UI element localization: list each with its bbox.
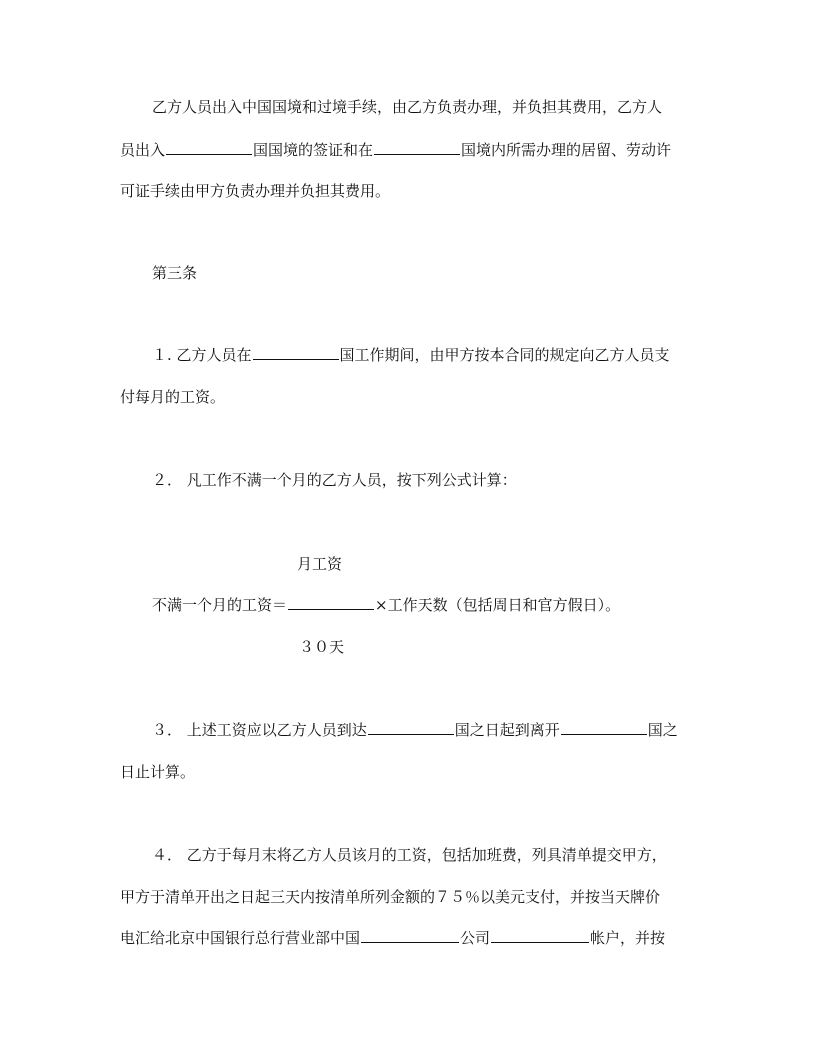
blank-line [491,928,589,943]
formula-lhs: 不满一个月的工资＝ [152,596,288,614]
item-2-line [152,470,732,492]
blank-line [368,720,454,735]
formula-rhs: ×工作天数（包括周日和官方假日）。 [375,596,621,614]
item-1-line-2-text: 付每月的工资。 [120,388,226,406]
item-3-line-2 [120,762,700,784]
visa-line-2-text-b: 国国境的签证和在 [253,141,374,159]
visa-line-3-text: 可证手续由甲方负责办理并负担其费用。 [120,182,391,200]
item-3-text-b: 国之日起到离开 [454,721,560,739]
formula-numerator-text: 月工资 [297,555,343,573]
blank-line [253,345,339,360]
item-3-line-2-text: 日止计算。 [120,763,196,781]
visa-paragraph-line-2 [120,140,700,162]
item-1-line-1 [152,345,732,367]
item-4-line-3 [120,928,700,950]
article-3-heading: 第三条 [152,264,198,282]
visa-paragraph-line-3 [120,181,700,203]
blank-line [561,720,647,735]
blank-line [361,928,459,943]
item-4-line-2-text: 甲方于清单开出之日起三天内按清单所列金额的７５％以美元支付，并按当天牌价 [120,888,661,906]
item-3-text-c: 国之 [647,721,678,739]
formula-denominator-text: ３０天 [299,638,345,656]
item-4-line-2 [120,887,700,909]
item-1-text-b: 国工作期间，由甲方按本合同的规定向乙方人员支 [339,346,670,364]
fraction-bar [288,595,374,610]
item-4-text-c: 帐户，并按 [590,929,666,947]
visa-line-2-text-c: 国境内所需办理的居留、劳动许 [461,141,672,159]
formula-numerator [297,554,816,576]
item-4-text-b: 公司 [460,929,491,947]
item-2-text: ２． 凡工作不满一个月的乙方人员，按下列公式计算： [152,471,517,489]
item-4-line-1 [152,845,732,867]
visa-line-1-text: 乙方人员出入中国国境和过境手续，由乙方负责办理，并负担其费用，乙方人 [152,98,663,116]
visa-paragraph-line-1 [152,97,732,119]
formula-denominator [299,637,816,659]
blank-line [374,140,460,155]
item-1-line-2 [120,387,700,409]
article-heading [152,263,732,285]
visa-line-2-text-a: 员出入 [120,141,166,159]
item-4-text-a: 电汇给北京中国银行总行营业部中国 [120,929,361,947]
formula-main-line [152,595,732,617]
blank-line [166,140,252,155]
item-3-text-a: ３． 上述工资应以乙方人员到达 [152,721,367,739]
item-1-text-a: １. 乙方人员在 [152,346,252,364]
item-3-line-1 [152,720,732,742]
item-4-line-1-text: ４． 乙方于每月末将乙方人员该月的工资，包括加班费，列具清单提交甲方， [152,846,667,864]
